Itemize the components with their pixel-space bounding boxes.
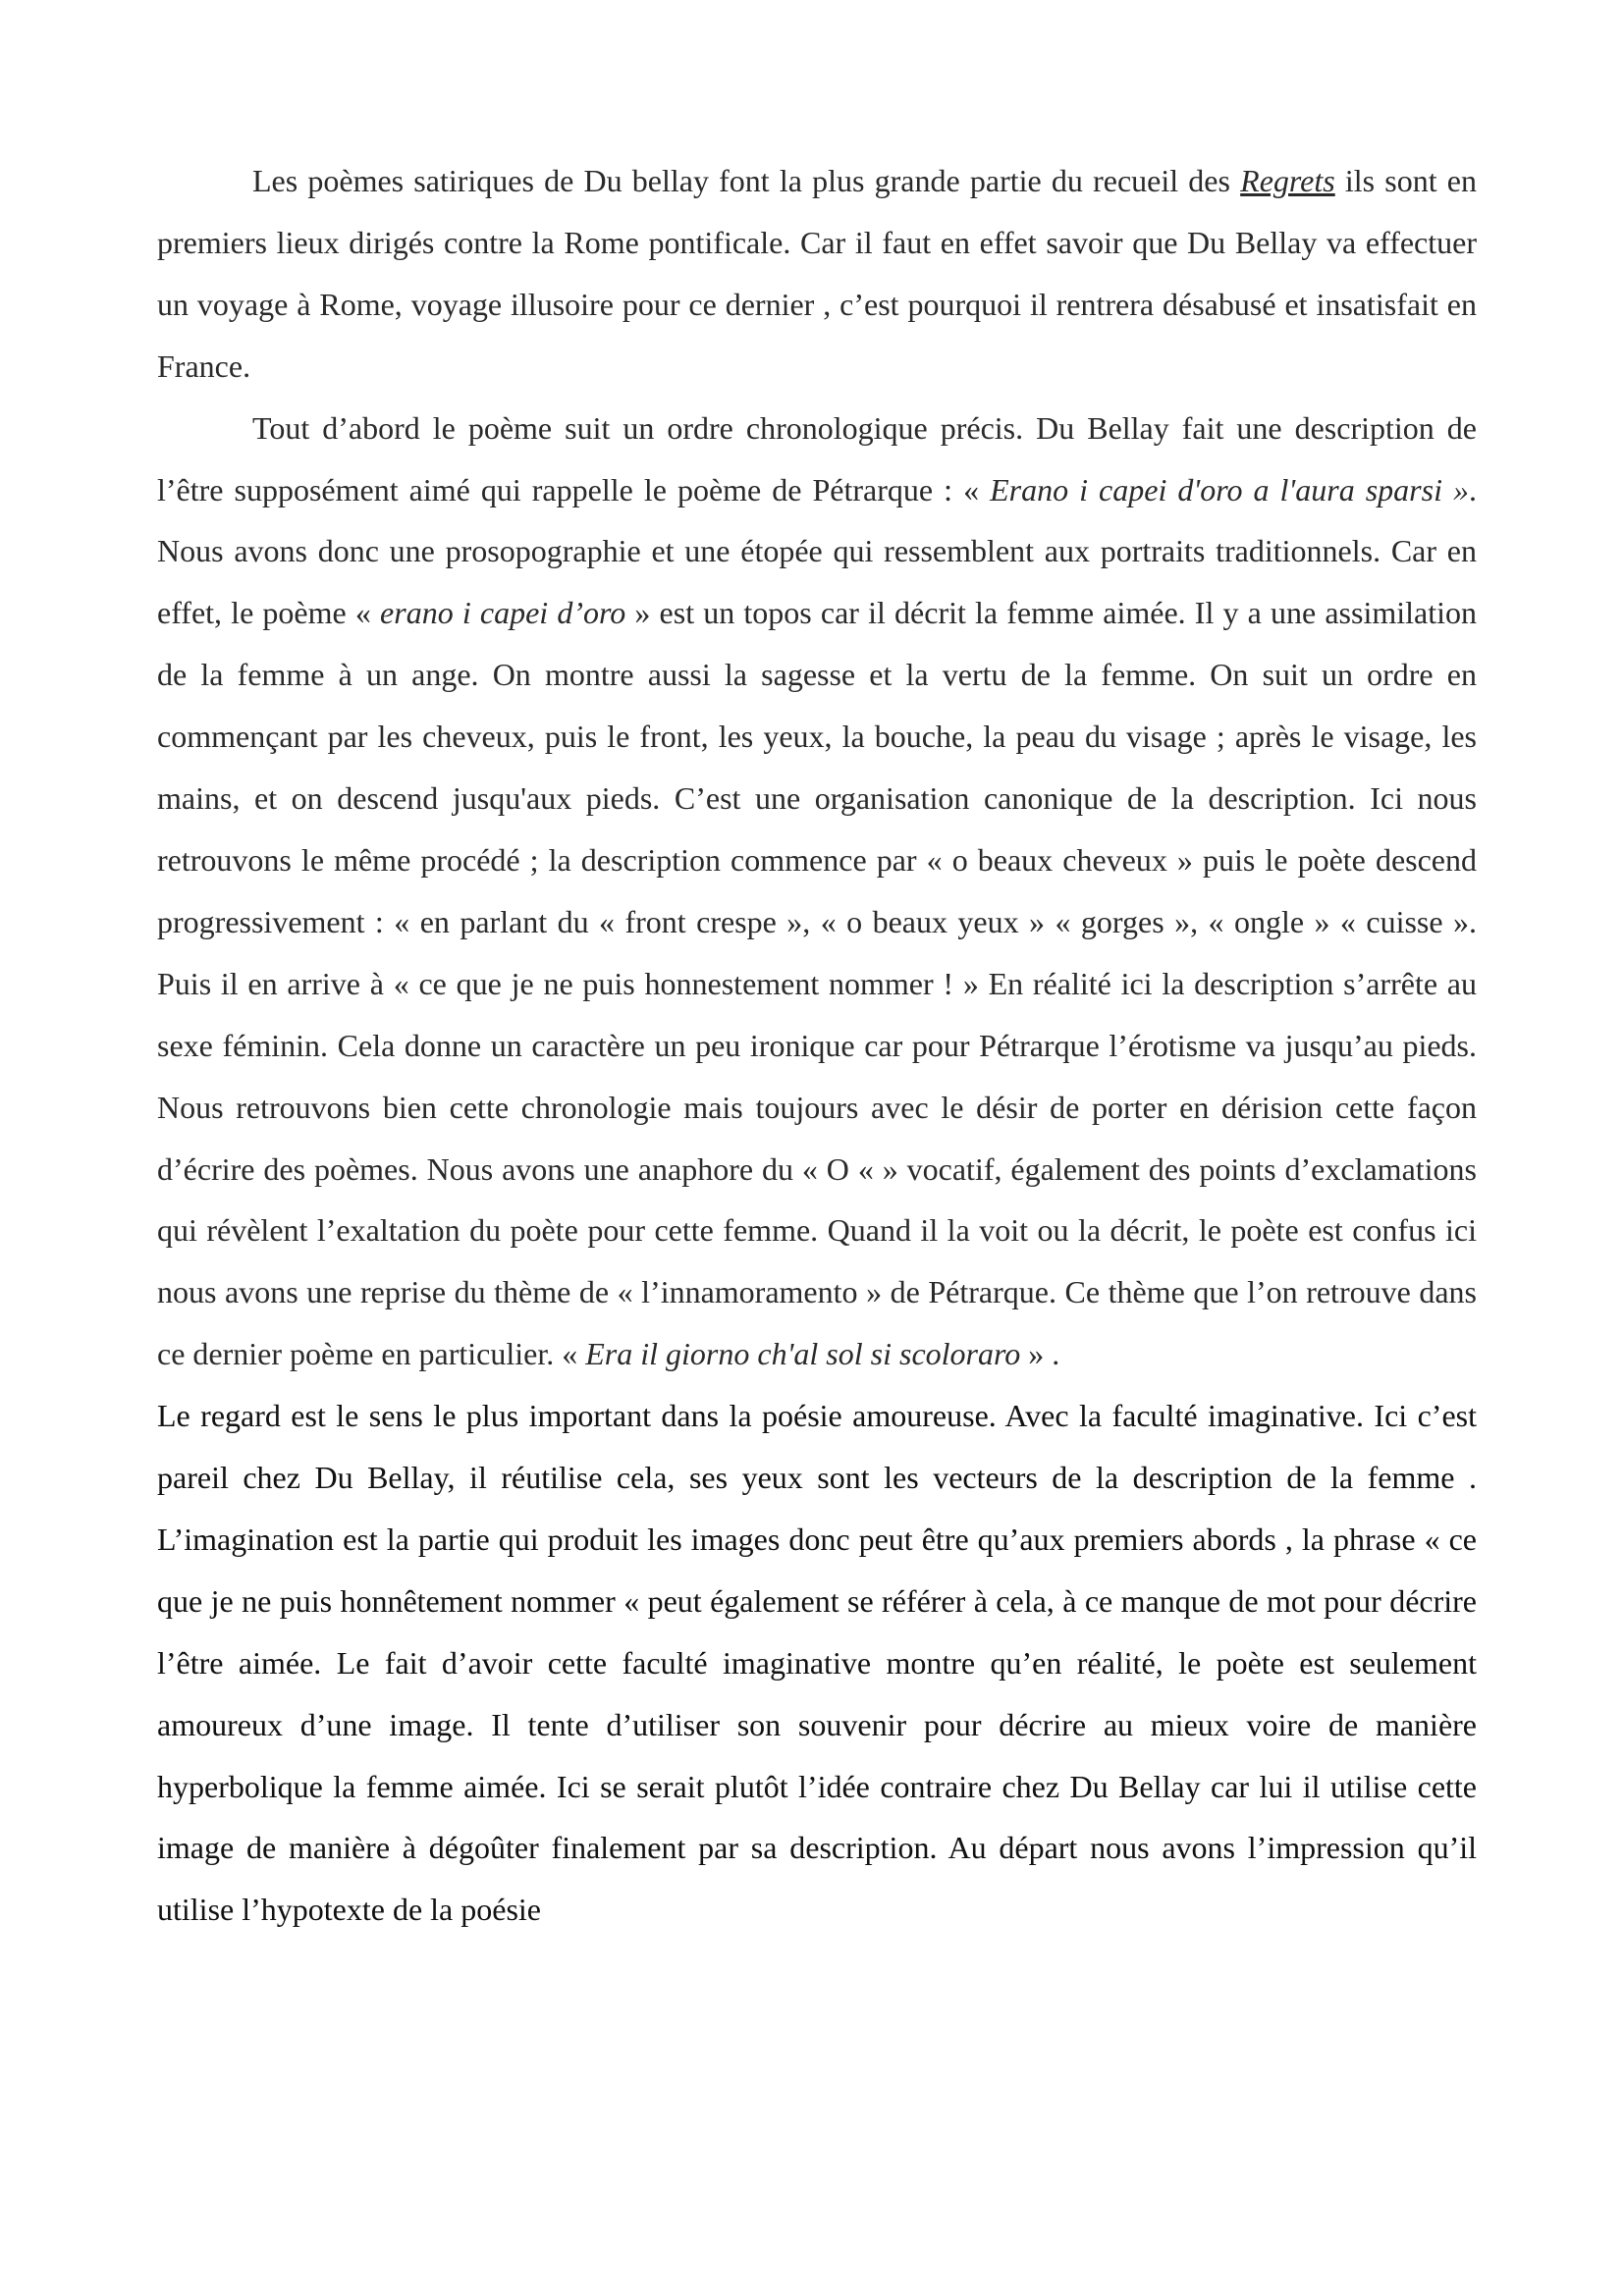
paragraph-chronology-text-d: » . — [1020, 1336, 1060, 1372]
petrarch-quote-erano: Erano i capei d'oro a l'aura sparsi » — [990, 471, 1470, 507]
paragraph-chronology — [157, 398, 1477, 1386]
paragraph-intro-text-a: Les poèmes satiriques de Du bellay font la plus grande partie du recueil des — [252, 163, 1241, 198]
paragraph-gaze-text: Le regard est le sens le plus important dans la poésie amoureuse. Avec la faculté imaginative. Ici c’est pareil chez Du Bellay, il réutilise cela, ses yeux sont les vecteurs de la description de la femme . L’imagination est la partie qui produit les images donc peut être qu’aux premiers abords , la phrase « ce que je ne puis honnêtement nommer « peut également se référer à cela, à ce manque de mot pour décrire l’être aimée. Le fait d’avoir cette faculté imaginative montre qu’en réalité, le poète est seulement amoureux d’une image. Il tente d’utiliser son souvenir pour décrire au mieux voire de manière hyperbolique la femme aimée. Ici se serait plutôt l’idée contraire chez Du Bellay car lui il utilise cette image de manière à dégoûter finalement par sa description. Au départ nous avons l’impression qu’il utilise l’hypotexte de la poésie — [157, 1398, 1477, 1928]
petrarch-quote-giorno: Era il giorno ch'al sol si scoloraro — [585, 1336, 1021, 1372]
paragraph-gaze — [157, 1385, 1477, 1941]
paragraph-chronology-text-b: . Nous avons donc une prosopographie et une étopée qui ressemblent aux portraits traditionnels. Car en effet, le poème « — [157, 471, 1478, 631]
document-page — [157, 150, 1477, 1941]
paragraph-intro — [157, 150, 1477, 398]
regrets-title-reference: Regrets — [1240, 163, 1335, 198]
paragraph-intro-text-b: ils sont en premiers lieux dirigés contre la Rome pontificale. Car il faut en effet savoir que Du Bellay va effectuer un voyage à Rome, voyage illusoire pour ce dernier , c’est pourquoi il rentrera désabusé et insatisfait en France. — [157, 163, 1478, 384]
paragraph-chronology-text-c: » est un topos car il décrit la femme aimée. Il y a une assimilation de la femme à un ange. On montre aussi la sagesse et la vertu de la femme. On suit un ordre en commençant par les cheveux, puis le front, les yeux, la bouche, la peau du visage ; après le visage, les mains, et on descend jusqu'aux pieds. C’est une organisation canonique de la description. Ici nous retrouvons le même procédé ; la description commence par « o beaux cheveux » puis le poète descend progressivement : « en parlant du « front crespe », « o beaux yeux » « gorges », « ongle » « cuisse ». Puis il en arrive à « ce que je ne puis honnestement nommer ! » En réalité ici la description s’arrête au sexe féminin. Cela donne un caractère un peu ironique car pour Pétrarque l’érotisme va jusqu’au pieds. Nous retrouvons bien cette chronologie mais toujours avec le désir de porter en dérision cette façon d’écrire des poèmes. Nous avons une anaphore du « O « » vocatif, également des points d’exclamations qui révèlent l’exaltation du poète pour cette femme. Quand il la voit ou la décrit, le poète est confus ici nous avons une reprise du thème de « l’innamoramento » de Pétrarque. Ce thème que l’on retrouve dans ce dernier poème en particulier. « — [157, 595, 1478, 1372]
petrarch-quote-capei: erano i capei d’oro — [380, 595, 626, 631]
paragraph-chronology-text-a: Tout d’abord le poème suit un ordre chronologique précis. Du Bellay fait une description de l’être supposément aimé qui rappelle le poème de Pétrarque : « — [157, 409, 1477, 507]
